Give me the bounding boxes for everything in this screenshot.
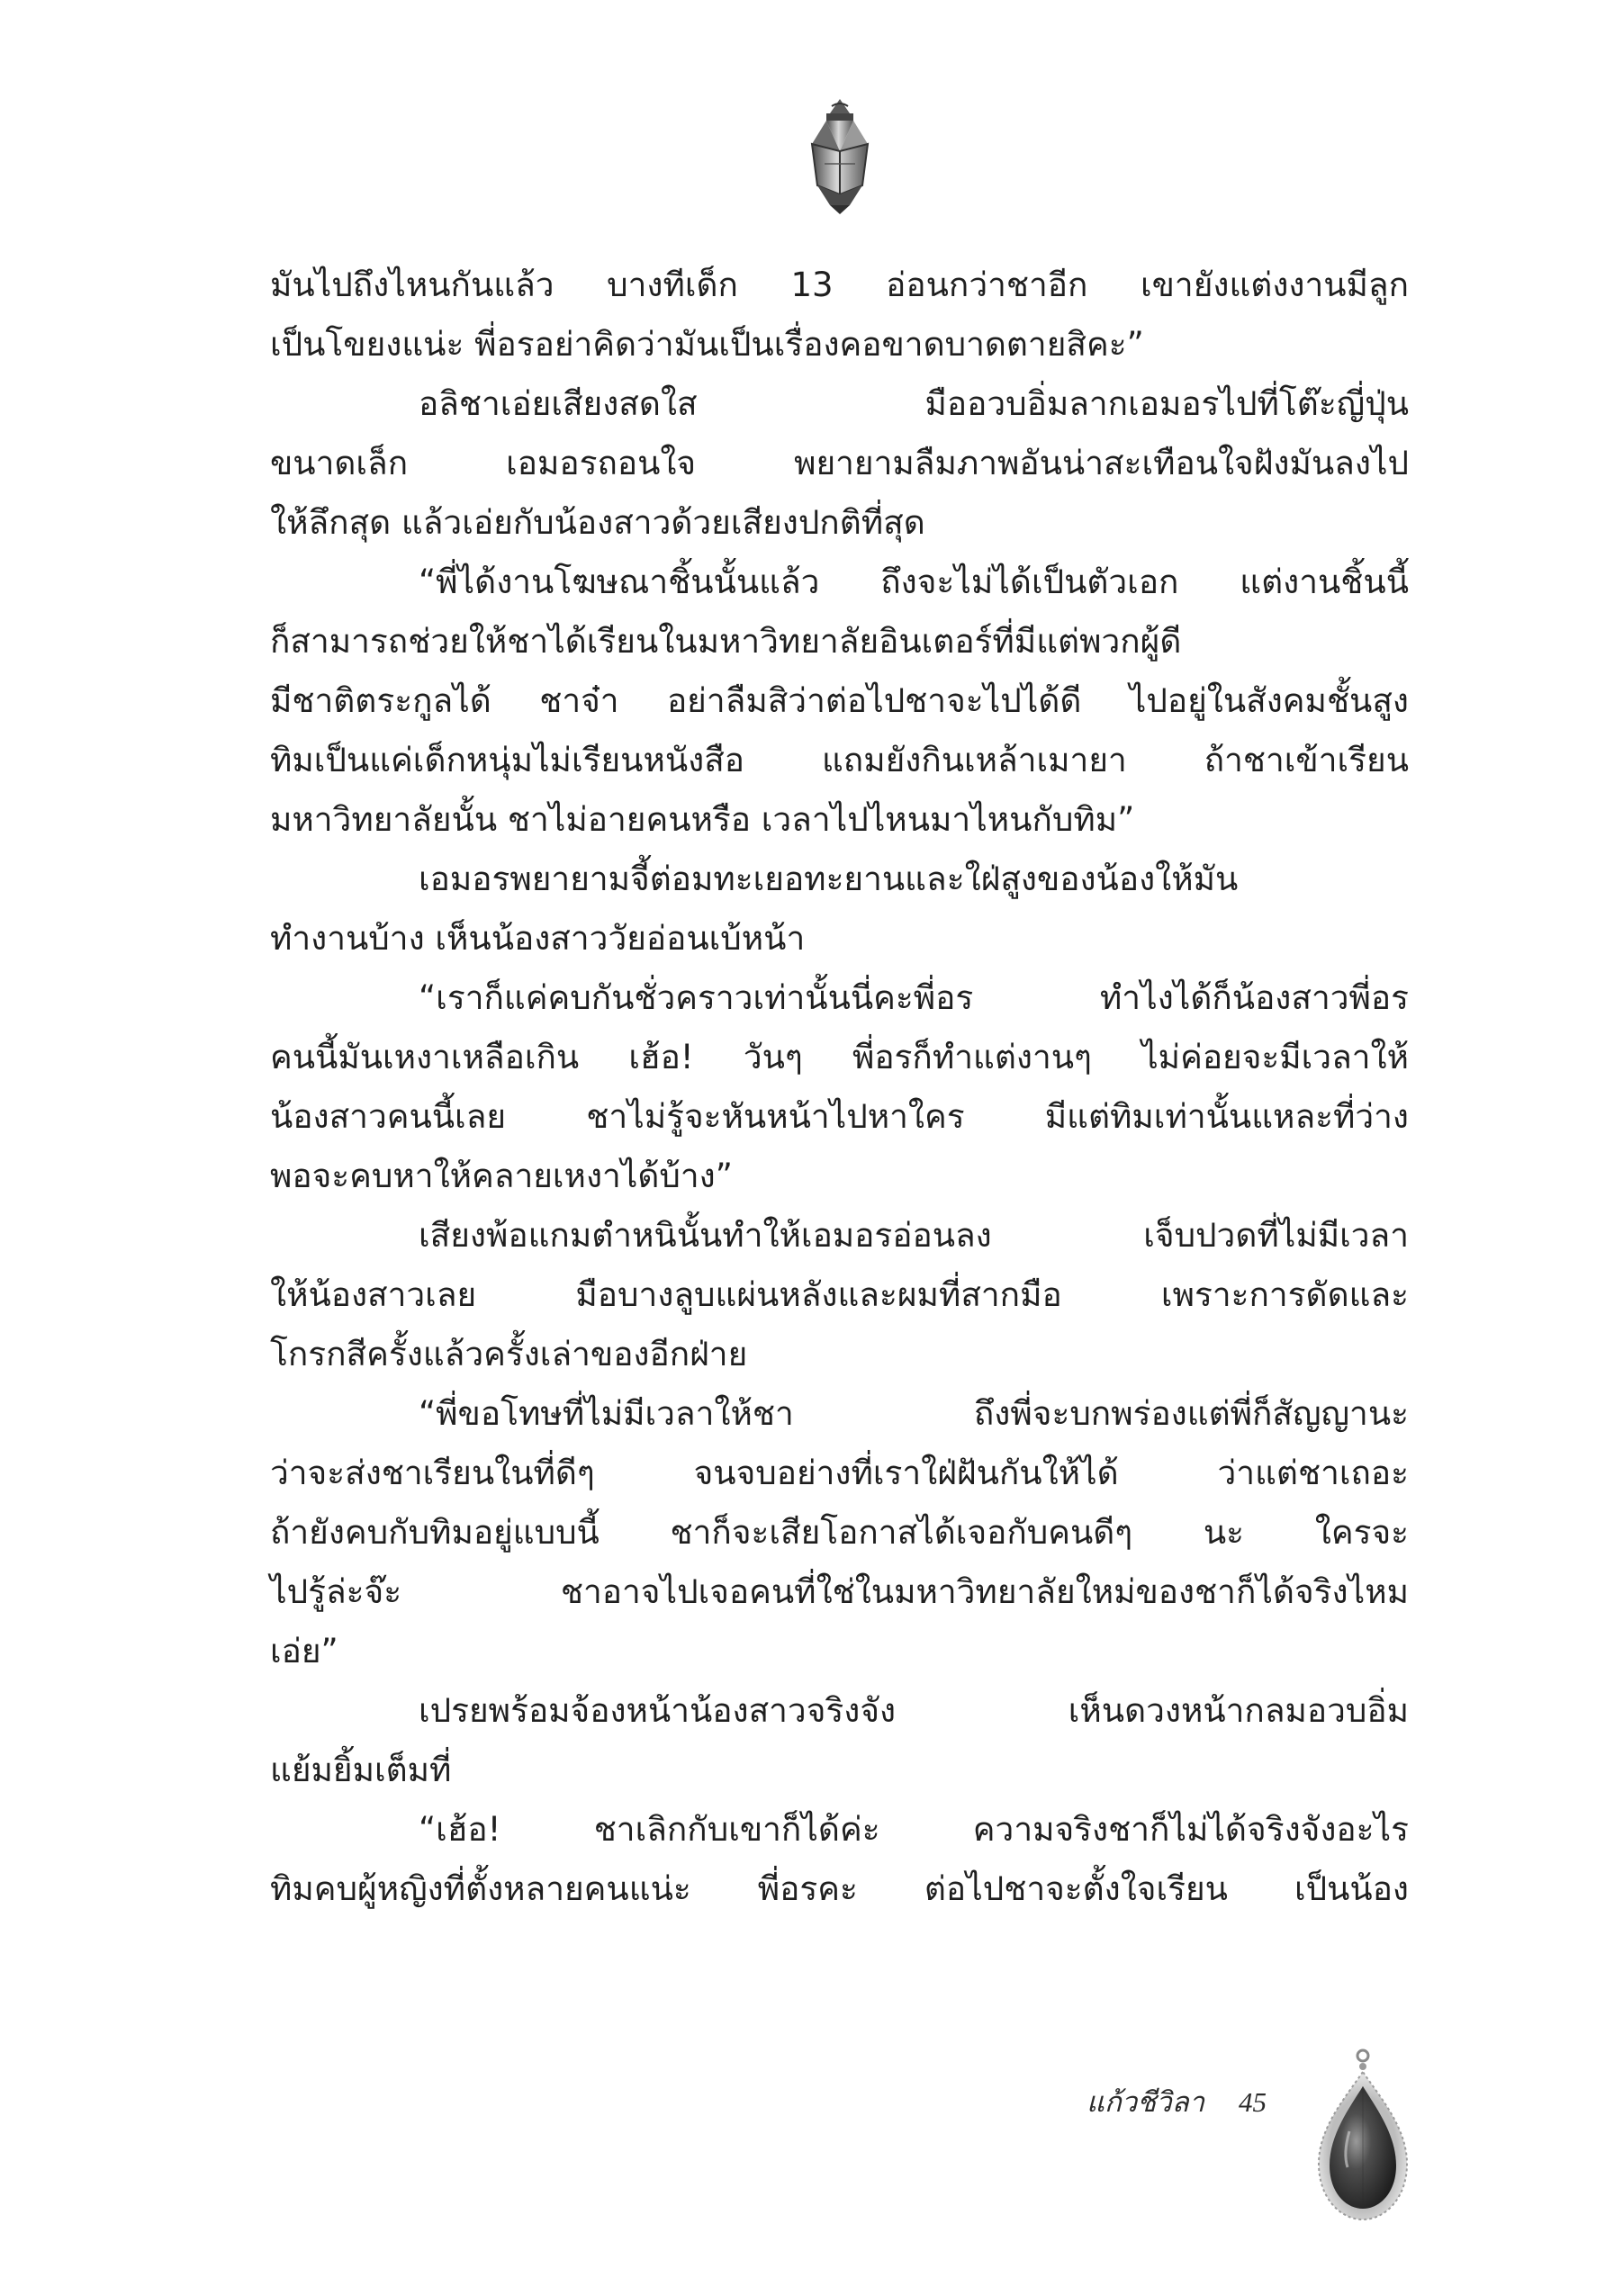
text-line: โกรกสีครั้งแล้วครั้งเล่าของอีกฝ่าย <box>270 1335 748 1373</box>
text-line: พอจะคบหาให้คลายเหงาได้บ้าง” <box>270 1157 733 1195</box>
page-number: 45 <box>1239 2086 1267 2118</box>
text-line: ทิมคบผู้หญิงที่ตั้งหลายคนแน่ะ พี่อรคะ ต่อไปชาจะตั้งใจเรียน เป็นน้อง <box>270 1869 1409 1908</box>
text-line: ให้น้องสาวเลย มือบางลูบแผ่นหลังและผมที่สากมือ เพราะการดัดและ <box>270 1275 1409 1314</box>
text-line: เป็นโขยงแน่ะ พี่อรอย่าคิดว่ามันเป็นเรื่องคอขาดบาดตายสิคะ” <box>270 325 1144 364</box>
text-line: “เราก็แค่คบกันชั่วคราวเท่านั้นนี่คะพี่อร ทำไงได้ก็น้องสาวพี่อร <box>419 978 1409 1017</box>
text-line: ทำงานบ้าง เห็นน้องสาววัยอ่อนเบ้หน้า <box>270 919 806 958</box>
text-line: ว่าจะส่งชาเรียนในที่ดีๆ จนจบอย่างที่เราใฝ่ฝันกันให้ได้ ว่าแต่ชาเถอะ <box>270 1454 1409 1492</box>
text-line: ขนาดเล็ก เอมอรถอนใจ พยายามลืมภาพอันน่าสะเทือนใจฝังมันลงไป <box>270 444 1409 482</box>
body-text <box>270 0 1409 2296</box>
text-line: ก็สามารถช่วยให้ชาได้เรียนในมหาวิทยาลัยอินเตอร์ที่มีแต่พวกผู้ดี <box>270 622 1182 661</box>
text-line: แย้มยิ้มเต็มที่ <box>270 1751 452 1789</box>
text-line: มันไปถึงไหนกันแล้ว บางทีเด็ก 13 อ่อนกว่าชาอีก เขายังแต่งงานมีลูก <box>270 266 1409 304</box>
text-line: ทิมเป็นแค่เด็กหนุ่มไม่เรียนหนังสือ แถมยังกินเหล้าเมายา ถ้าชาเข้าเรียน <box>270 741 1409 779</box>
text-line: อลิชาเอ่ยเสียงสดใส มืออวบอิ่มลากเอมอรไปที่โต๊ะญี่ปุ่น <box>419 384 1409 423</box>
text-line: เอ่ย” <box>270 1632 338 1670</box>
text-line: “พี่ขอโทษที่ไม่มีเวลาให้ชา ถึงพี่จะบกพร่องแต่พี่ก็สัญญานะ <box>419 1394 1409 1433</box>
gem-pendant-icon <box>1310 2045 1416 2225</box>
text-line: มีชาติตระกูลได้ ชาจ๋า อย่าลืมสิว่าต่อไปชาจะไปได้ดี ไปอยู่ในสังคมชั้นสูง <box>270 681 1409 720</box>
text-line: “เฮ้อ! ชาเลิกกับเขาก็ได้ค่ะ ความจริงชาก็ไม่ได้จริงจังอะไร <box>419 1810 1409 1849</box>
text-line: “พี่ได้งานโฆษณาชิ้นนั้นแล้ว ถึงจะไม่ได้เป็นตัวเอก แต่งานชิ้นนี้ <box>419 563 1409 601</box>
text-line: ให้ลึกสุด แล้วเอ่ยกับน้องสาวด้วยเสียงปกติที่สุด <box>270 503 925 542</box>
text-line: คนนี้มันเหงาเหลือเกิน เฮ้อ! วันๆ พี่อรก็ทำแต่งานๆ ไม่ค่อยจะมีเวลาให้ <box>270 1038 1409 1076</box>
text-line: ไปรู้ล่ะจ๊ะ ชาอาจไปเจอคนที่ใช่ในมหาวิทยาลัยใหม่ของชาก็ได้จริงไหม <box>270 1572 1409 1611</box>
text-line: ถ้ายังคบกับทิมอยู่แบบนี้ ชาก็จะเสียโอกาสได้เจอกับคนดีๆ นะ ใครจะ <box>270 1513 1409 1552</box>
text-line: น้องสาวคนนี้เลย ชาไม่รู้จะหันหน้าไปหาใคร มีแต่ทิมเท่านั้นแหละที่ว่าง <box>270 1097 1409 1136</box>
running-footer-title: แก้วชีวิลา <box>1086 2086 1204 2119</box>
text-line: เปรยพร้อมจ้องหน้าน้องสาวจริงจัง เห็นดวงหน้ากลมอวบอิ่ม <box>419 1691 1409 1730</box>
text-line: เสียงพ้อแกมตำหนินั้นทำให้เอมอรอ่อนลง เจ็บปวดที่ไม่มีเวลา <box>419 1216 1409 1255</box>
text-line: มหาวิทยาลัยนั้น ชาไม่อายคนหรือ เวลาไปไหนมาไหนกับทิม” <box>270 800 1135 839</box>
text-line: เอมอรพยายามจี้ต่อมทะเยอทะยานและใฝ่สูงของน้องให้มัน <box>419 860 1239 898</box>
